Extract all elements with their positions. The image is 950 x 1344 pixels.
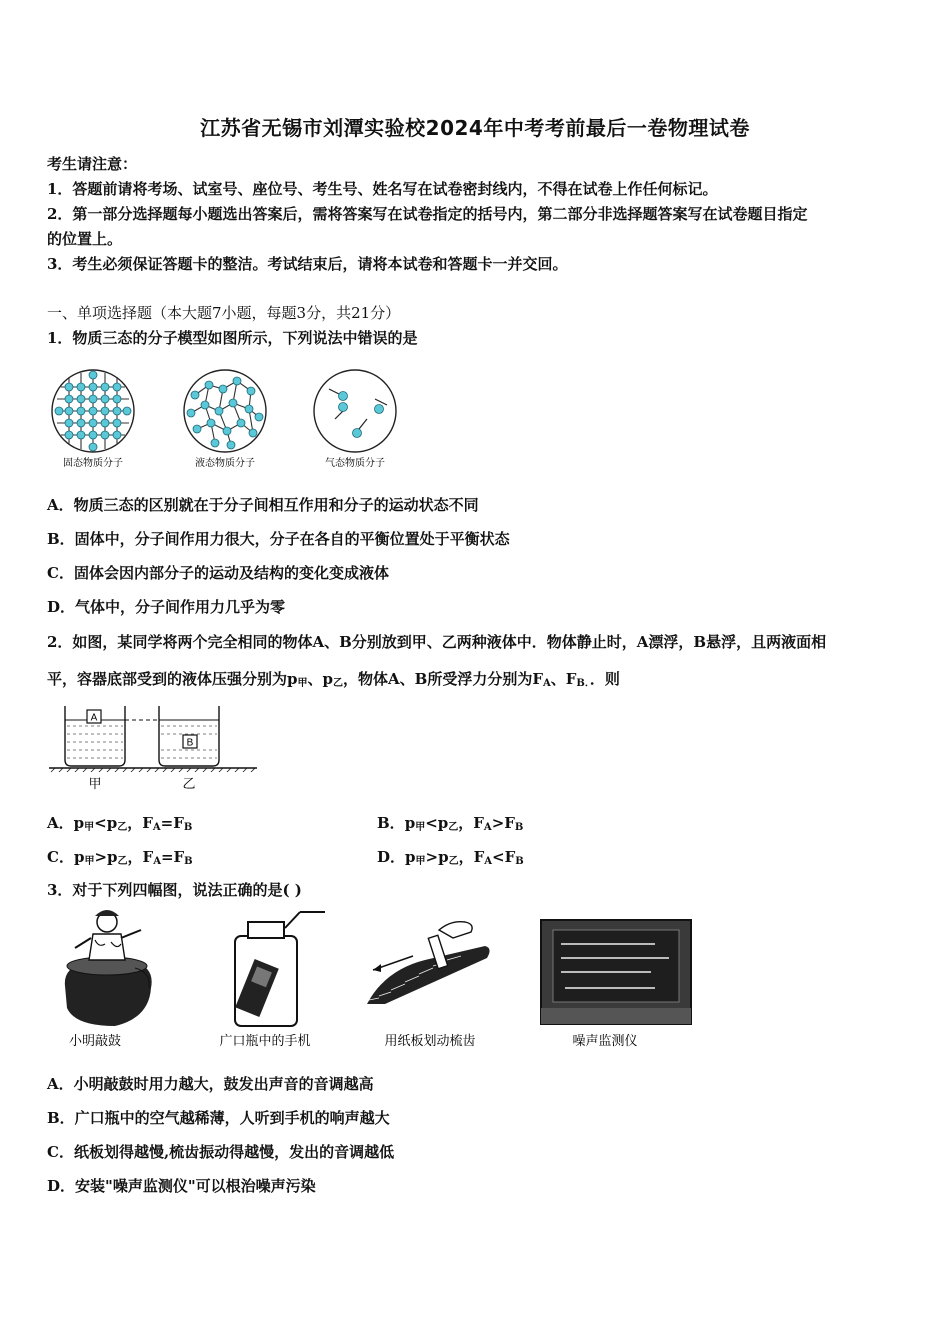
section-heading: 一、单项选择题（本大题7小题，每题3分，共21分）: [47, 304, 401, 322]
answer-option: B．固体中，分子间作用力很大，分子在各自的平衡位置处于平衡状态: [47, 530, 510, 548]
notice-item: 2．第一部分选择题每小题选出答案后，需将答案写在试卷指定的括号内，第二部分非选择题答案写在试卷题目指定: [47, 205, 808, 223]
notice-heading: 考生请注意：: [47, 155, 138, 173]
answer-option: A．小明敲鼓时用力越大，鼓发出声音的音调越高: [47, 1075, 374, 1093]
containers-figure: [47, 704, 262, 794]
answer-option: A．$p_甲<p_乙$，$F_A=F_B$: [47, 814, 193, 833]
figure-caption: 噪声监测仪: [572, 1034, 638, 1049]
notice-item: 1．答题前请将考场、试室号、座位号、考生号、姓名写在试卷密封线内，不得在试卷上作任何标记。: [47, 180, 718, 198]
answer-option: C．纸板划得越慢,梳齿振动得越慢，发出的音调越低: [47, 1143, 395, 1161]
figure-caption: 固态物质分子: [63, 458, 123, 469]
figure-caption: 气态物质分子: [325, 458, 385, 469]
drum-boy-illustration: [65, 910, 152, 1026]
container-label-jia: 甲: [88, 777, 102, 792]
page-title: 江苏省无锡市刘潭实验校2024年中考考前最后一卷物理试卷: [200, 116, 750, 140]
notice-item: 3．考生必须保证答题卡的整洁。考试结束后，请将本试卷和答题卡一并交回。: [47, 255, 568, 273]
answer-option: C．固体会因内部分子的运动及结构的变化变成液体: [47, 564, 389, 582]
liquid-molecule-model: [184, 370, 266, 452]
figure-caption: 用纸板划动梳齿: [384, 1034, 476, 1049]
container-jia: [65, 706, 125, 766]
figure-caption: 液态物质分子: [195, 458, 255, 469]
answer-option: D．$p_甲>p_乙$，$F_A<F_B$: [377, 848, 524, 867]
answer-option: C．$p_甲>p_乙$，$F_A=F_B$: [47, 848, 193, 867]
answer-option: D．安装"噪声监测仪"可以根治噪声污染: [47, 1177, 316, 1195]
answer-option: B．广口瓶中的空气越稀薄，人听到手机的响声越大: [47, 1109, 390, 1127]
noise-monitor-illustration: [541, 920, 691, 1024]
solid-molecule-model: [52, 370, 134, 452]
jar-phone-illustration: [235, 912, 325, 1026]
answer-option: D．气体中，分子间作用力几乎为零: [47, 598, 286, 616]
answer-option: B．$p_甲<p_乙$，$F_A>F_B$: [377, 814, 524, 833]
sound-figures: [55, 908, 705, 1053]
figure-caption: 广口瓶中的手机: [219, 1034, 311, 1049]
container-label-yi: 乙: [182, 777, 196, 792]
question-3-stem: 3．对于下列四幅图，说法正确的是( ): [47, 881, 302, 899]
object-label-a: A: [90, 712, 98, 724]
question-1-stem: 1．物质三态的分子模型如图所示，下列说法中错误的是: [47, 329, 418, 347]
question-2-stem-line1: 2．如图，某同学将两个完全相同的物体A、B分别放到甲、乙两种液体中．物体静止时，A漂浮，B悬浮，且两液面相: [47, 633, 827, 651]
object-label-b: B: [186, 737, 194, 749]
molecule-models-figure: [45, 365, 405, 475]
notice-item: 的位置上。: [47, 230, 123, 248]
container-yi: [159, 706, 219, 766]
question-2-stem-line2: 平，容器底部受到的液体压强分别为$p_甲$、$p_乙$，物体A、B所受浮力分别为$F_A$、$F_{B.}$．则: [47, 670, 620, 689]
comb-card-illustration: [367, 922, 490, 1004]
gas-molecule-model: [314, 370, 396, 452]
figure-caption: 小明敲鼓: [68, 1034, 122, 1049]
answer-option: A．物质三态的区别就在于分子间相互作用和分子的运动状态不同: [47, 496, 479, 514]
